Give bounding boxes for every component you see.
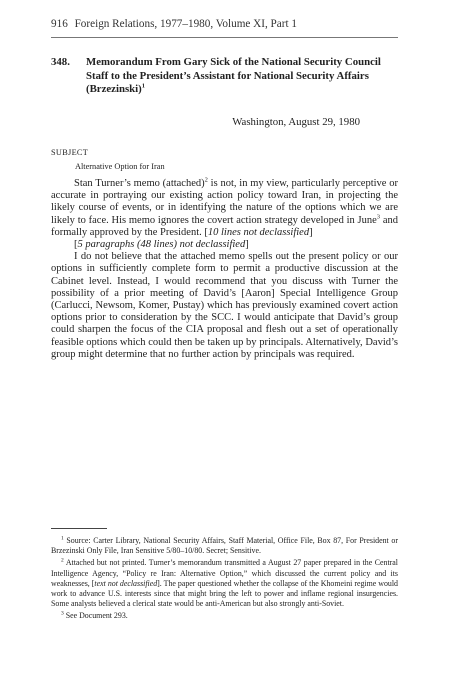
volume-title: Foreign Relations, 1977–1980, Volume XI, Part 1 <box>74 18 297 30</box>
paragraph-2 <box>51 239 398 251</box>
footnote-rule <box>51 528 107 529</box>
header-rule <box>51 37 398 38</box>
document-number: 348. <box>51 56 70 68</box>
redaction-note-2: 5 paragraphs (48 lines) not declassified <box>77 239 246 251</box>
footnote-ref-2[interactable]: 2 <box>204 176 208 184</box>
paragraph-2-open: [ <box>74 239 78 251</box>
footnote-ref-3[interactable]: 3 <box>376 213 381 221</box>
paragraph-2-close: ] <box>245 239 249 251</box>
paragraph-1-part-d: ] <box>309 226 313 238</box>
footnote-3-text: See Document 293. <box>63 611 128 621</box>
footnote-2 <box>51 558 398 609</box>
footnote-1 <box>51 536 398 556</box>
footnotes <box>51 536 398 624</box>
footnote-2-text-b: ]. The paper questioned whether the collapse of the Khomeini regime would work to advance U.S. interests since that might bring the left to power and inflame regional insurgencies. Some analysts believed a clerical state would be anti-American but also strongly anti-Soviet. <box>51 578 398 609</box>
footnote-2-text-a: Attached but not printed. Turner’s memorandum transmitted a August 27 paper prepared in the Central Intelligence Agency, “Policy re Iran: Alternative Option,” which discussed the current policy and its weaknesses, [ <box>51 558 398 588</box>
memo-body <box>51 178 398 361</box>
paragraph-1 <box>51 178 398 239</box>
footnote-2-redaction: text not declassified <box>94 578 158 588</box>
document-title-text: Memorandum From Gary Sick of the National Security Council Staff to the President’s Assistant for National Security Affairs (Brzezinski) <box>86 56 381 96</box>
footnote-1-text: Source: Carter Library, National Security Affairs, Staff Material, Office File, Box 87, For President or Brzezinski Only File, Iran Sensitive 5/80–10/80. Secret; Sensitive. <box>51 536 398 556</box>
footnote-ref-1[interactable]: 1 <box>141 82 146 90</box>
footnote-3 <box>51 611 398 621</box>
footnote-2-mark: 2 <box>61 557 64 564</box>
dateline: Washington, August 29, 1980 <box>232 116 360 128</box>
redaction-note-1: 10 lines not declassified <box>207 226 310 238</box>
subject-text: Alternative Option for Iran <box>75 162 165 171</box>
paragraph-1-part-c: and formally approved by the President. [ <box>51 214 398 238</box>
running-head <box>51 18 297 30</box>
paragraph-1-part-a: Stan Turner’s memo (attached) <box>74 178 205 189</box>
page-number: 916 <box>51 18 68 30</box>
footnote-3-mark: 3 <box>61 610 64 617</box>
footnote-1-mark: 1 <box>61 535 64 542</box>
paragraph-3: I do not believe that the attached memo spells out the present policy or our options in sufficiently complete form to permit a productive discussion at the Cabinet level. Instead, I would recommend that you discuss with Turner the possibility of a prior meeting of David’s [Aaron] Special Intelligence Group (Carlucci, Newsom, Komer, Pustay) which has previously examined covert action options prior to consideration by the SCC. I would anticipate that David’s group could sharpen the focus of the CIA proposal and flesh out a set of operationally feasible options which could then be taken up by principals. Alternatively, David’s group might determine that no further action by principals was required. <box>51 251 398 360</box>
paragraph-1-part-b: is not, in my view, particularly perceptive or accurate in portraying our existing action policy toward Iran, in projecting the likely course of events, or in identifying the nature of the options which we are likely to face. His memo ignores the covert action strategy developed in June <box>51 178 398 226</box>
subject-label: SUBJECT <box>51 148 89 157</box>
document-title <box>86 56 386 97</box>
